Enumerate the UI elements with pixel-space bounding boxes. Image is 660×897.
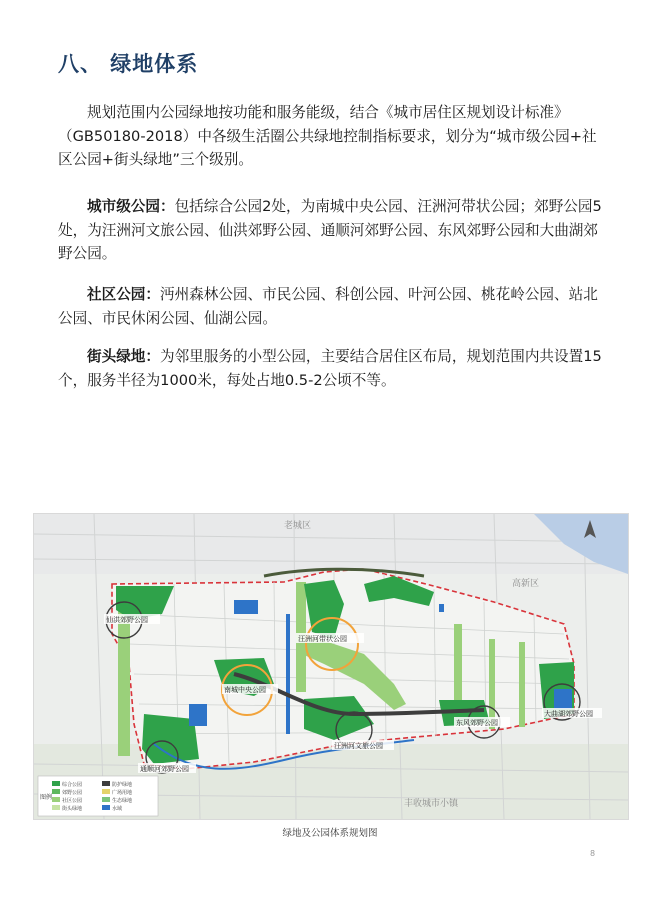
green-space-map (33, 513, 629, 820)
legend-label-1: 综合公园 (62, 782, 83, 788)
legend-swatch-8 (102, 805, 110, 810)
map-label-wangzhou-band: 汪洲河带状公园 (298, 635, 347, 643)
map-label-tongshun: 通顺河郊野公园 (140, 765, 189, 773)
legend-swatch-3 (52, 797, 60, 802)
map-caption: 绿地及公园体系规划图 (282, 828, 378, 839)
map-label-dongfeng: 东风郊野公园 (456, 719, 498, 727)
legend-swatch-2 (52, 789, 60, 794)
city-park-paragraph (58, 195, 603, 266)
map-legend (38, 776, 158, 816)
community-park-text: 沔州森林公园、市民公园、科创公园、叶河公园、桃花岭公园、站北公园、市民休闲公园、仙湖公园。 (58, 286, 598, 327)
page-number: 8 (590, 849, 596, 858)
district-label-hightech: 高新区 (512, 579, 540, 589)
legend-swatch-6 (102, 789, 110, 794)
street-green-label: 街头绿地： (87, 348, 160, 365)
city-park-text: 包括综合公园2处，为南城中央公园、汪洲河带状公园；郊野公园5处，为汪洲河文旅公园、仙洪郊野公园、通顺河郊野公园、东风郊野公园和大曲湖郊野公园。 (58, 198, 602, 262)
map-label-nancheng: 南城中央公园 (224, 686, 266, 694)
district-label-old-town: 老城区 (284, 521, 312, 531)
legend-swatch-4 (52, 805, 60, 810)
district-label-town: 丰收城市小镇 (404, 799, 459, 809)
legend-label-6: 广场用地 (112, 790, 133, 796)
map-svg (34, 514, 628, 819)
legend-title: 图例 (40, 794, 53, 801)
community-park-paragraph (58, 283, 603, 330)
community-park-label: 社区公园： (87, 286, 160, 303)
legend-label-7: 生态绿地 (112, 798, 133, 804)
map-label-wangzhou-culture: 汪洲河文旅公园 (334, 742, 383, 750)
section-heading: 八、 绿地体系 (58, 52, 199, 76)
legend-swatch-1 (52, 781, 60, 786)
map-label-daqu: 大曲湖郊野公园 (544, 710, 593, 718)
legend-label-8: 水域 (112, 806, 123, 812)
street-green-text: 为邻里服务的小型公园，主要结合居住区布局，规划范围内共设置15个，服务半径为1000米，每处占地0.5-2公顷不等。 (58, 348, 602, 389)
legend-label-3: 社区公园 (62, 798, 83, 804)
legend-label-5: 防护绿地 (112, 782, 133, 788)
intro-paragraph: 规划范围内公园绿地按功能和服务能级，结合《城市居住区规划设计标准》（GB50180-2018）中各级生活圈公共绿地控制指标要求，划分为“城市级公园+社区公园+街头绿地”三个级别。 (58, 104, 597, 168)
city-park-label: 城市级公园： (87, 198, 175, 215)
legend-label-4: 街头绿地 (62, 806, 83, 812)
map-label-xianhong: 仙洪郊野公园 (106, 616, 148, 624)
legend-swatch-5 (102, 781, 110, 786)
legend-swatch-7 (102, 797, 110, 802)
north-urban-area (34, 514, 628, 574)
street-green-paragraph (58, 345, 603, 392)
legend-label-2: 郊野公园 (62, 790, 83, 796)
